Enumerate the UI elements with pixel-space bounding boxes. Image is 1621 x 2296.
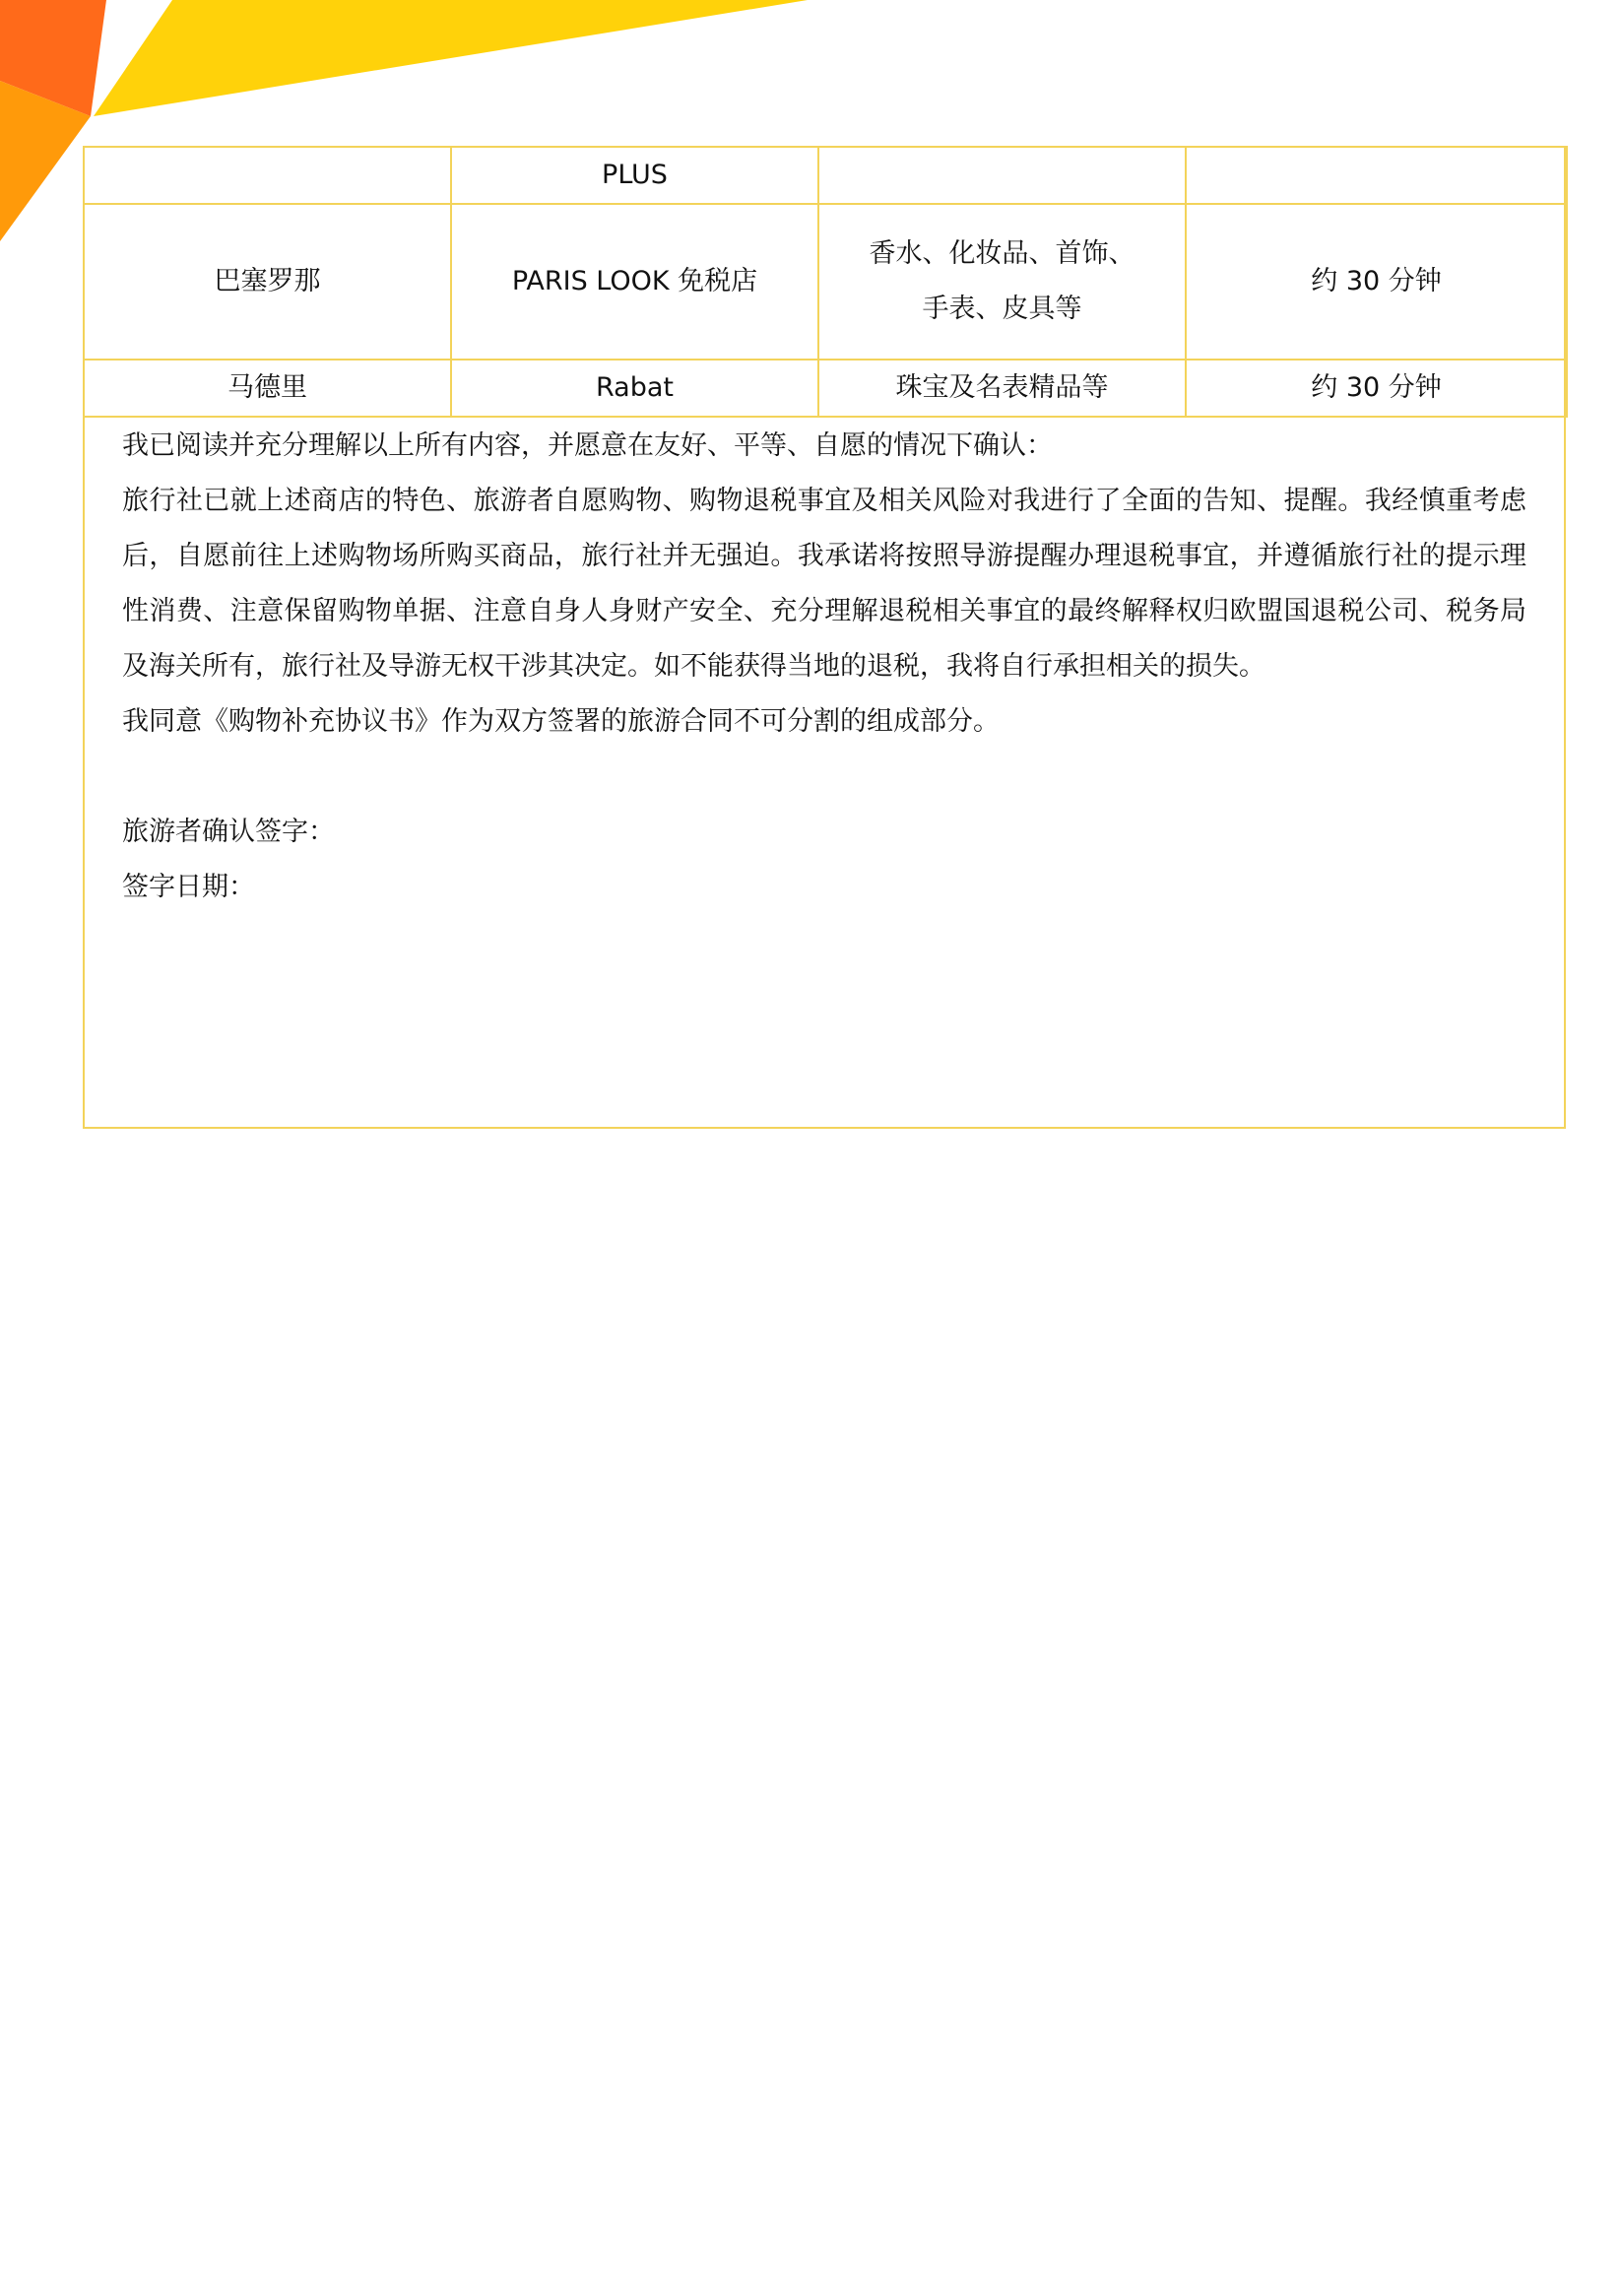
yellow-ray-shape xyxy=(94,0,808,116)
shop-cell: Rabat xyxy=(451,360,818,417)
goods-cell: 珠宝及名表精品等 xyxy=(818,360,1186,417)
goods-cell xyxy=(818,204,1186,360)
shopping-table xyxy=(83,146,1568,418)
city-cell: 巴塞罗那 xyxy=(84,204,451,360)
signature-label: 旅游者确认签字： xyxy=(122,817,335,847)
goods-line: 香水、化妆品、首饰、 xyxy=(869,238,1135,269)
goods-line: 手表、皮具等 xyxy=(922,294,1082,324)
duration-cell: 约 30 分钟 xyxy=(1186,360,1567,417)
spacer xyxy=(122,750,1526,805)
table-row xyxy=(84,147,1567,204)
date-label: 签字日期： xyxy=(122,872,255,902)
table-row xyxy=(84,360,1567,417)
confirmation-body: 旅行社已就上述商店的特色、旅游者自愿购物、购物退税事宜及相关风险对我进行了全面的告知、提醒。我经慎重考虑后，自愿前往上述购物场所购买商品，旅行社并无强迫。我承诺将按照导游提醒办理退税事宜，并遵循旅行社的提示理性消费、注意保留购物单据、注意自身人身财产安全、充分理解退税相关事宜的最终解释权归欧盟国退税公司、税务局及海关所有，旅行社及导游无权干涉其决定。如不能获得当地的退税，我将自行承担相关的损失。 xyxy=(122,486,1526,682)
table-row xyxy=(84,204,1567,360)
shop-cell: PARIS LOOK 免税店 xyxy=(451,204,818,360)
agreement-statement: 我同意《购物补充协议书》作为双方签署的旅游合同不可分割的组成部分。 xyxy=(122,706,1000,737)
city-cell: 马德里 xyxy=(84,360,451,417)
shop-cell: PLUS xyxy=(451,147,818,204)
duration-cell: 约 30 分钟 xyxy=(1186,204,1567,360)
confirmation-intro: 我已阅读并充分理解以上所有内容，并愿意在友好、平等、自愿的情况下确认： xyxy=(122,430,1053,461)
duration-cell xyxy=(1186,147,1567,204)
city-cell xyxy=(84,147,451,204)
confirmation-section xyxy=(122,419,1526,915)
goods-cell xyxy=(818,147,1186,204)
